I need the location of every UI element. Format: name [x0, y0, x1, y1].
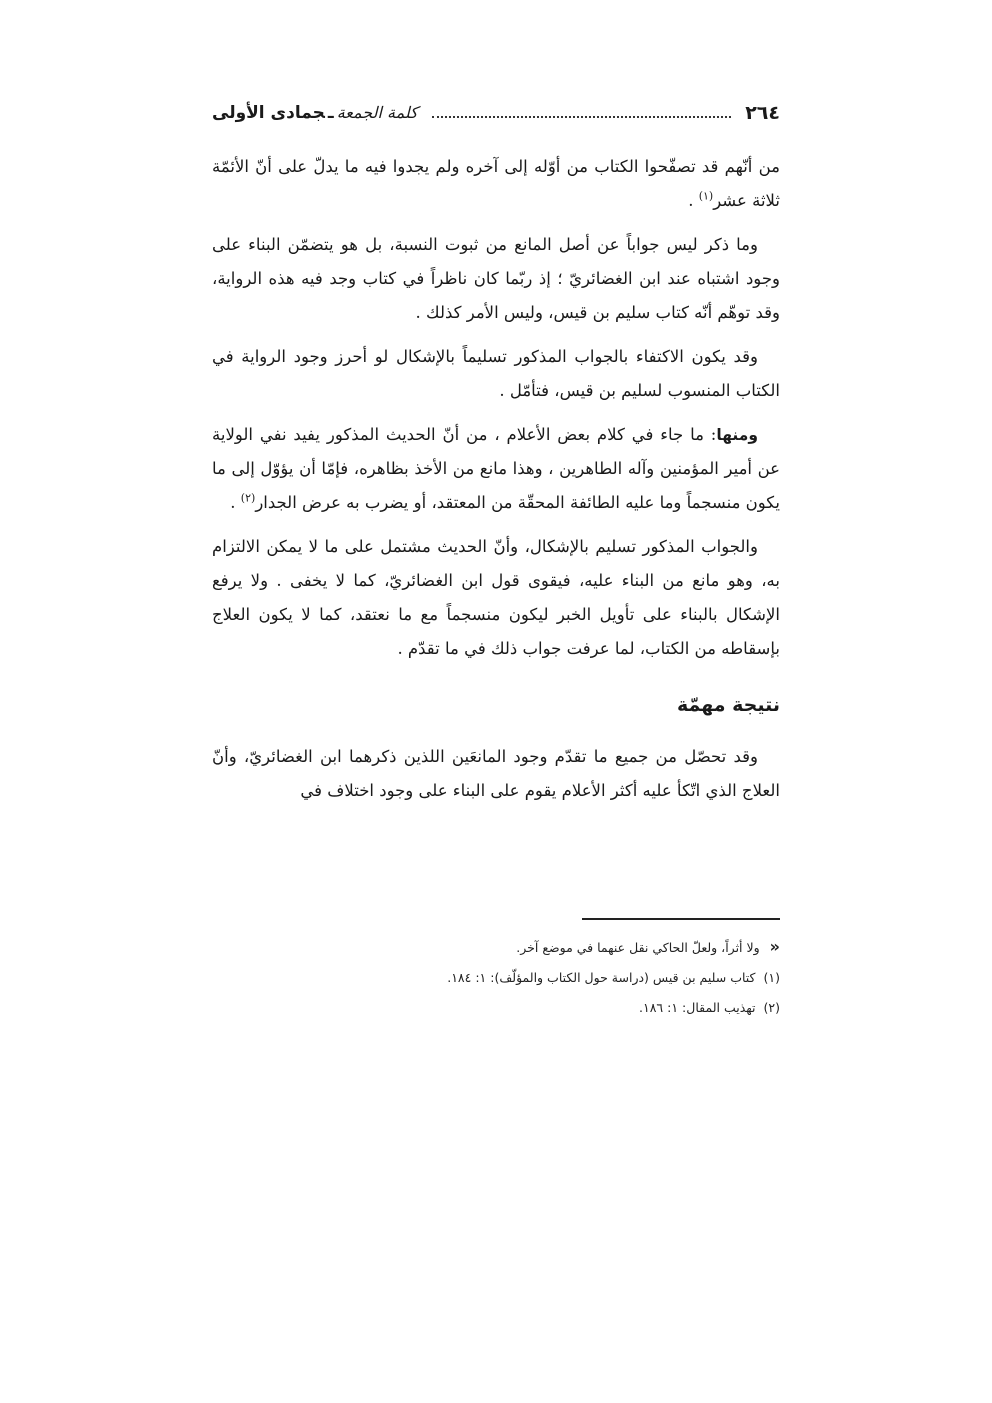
footnote-ref-1[interactable]: (١)	[698, 189, 714, 203]
footnote-1: (١)كتاب سليم بن قيس (دراسة حول الكتاب والمؤلّف): ١: ١٨٤.	[447, 970, 780, 985]
section-heading: نتيجة مهمّة	[676, 694, 780, 716]
paragraph-5: والجواب المذكور تسليم بالإشكال، وأنّ الحديث مشتمل على ما لا يمكن الالتزام به، وهو مانع من البناء عليه، فيقوى قول ابن الغضائريّ، كما لا يخفى . ولا يرفع الإشكال بالبناء على تأويل الخبر ليكون منسجماً مع ما نعتقد، كما لا يكون العلاج بإسقاطه من الكتاب، لما عرفت جواب ذلك في ما تقدّم .	[212, 537, 780, 658]
header-title	[212, 103, 418, 123]
issue-month: جمادى الأولى	[212, 103, 325, 123]
footnote-number: (١)	[763, 970, 780, 985]
continuation-mark: «	[769, 937, 780, 956]
footnote-divider	[582, 918, 780, 920]
page-number: ٢٦٤	[745, 102, 780, 124]
paragraph-6: وقد تحصّل من جميع ما تقدّم وجود المانعَين اللذين ذكرهما ابن الغضائريّ، وأنّ العلاج الذي اتّكأ عليه أكثر الأعلام يقوم على البناء على وجود اختلاف في	[212, 747, 780, 800]
header-separator: ـ	[327, 103, 334, 123]
footnote-ref-2[interactable]: (٢)	[240, 491, 256, 505]
paragraph-1: من أنّهم قد تصفّحوا الكتاب من أوّله إلى آخره ولم يجدوا فيه ما يدلّ على أنّ الأئمّة ثلاثة عشر$^{(١)}$ .	[212, 157, 780, 210]
paragraph-2: وما ذكر ليس جواباً عن أصل المانع من ثبوت النسبة، بل هو يتضمّن البناء على وجود اشتباه عند ابن الغضائريّ ؛ إذ ربّما كان ناظراً في كتاب وجد فيه هذه الرواية، وقد توهّم أنّه كتاب سليم بن قيس، وليس الأمر كذلك .	[212, 235, 780, 322]
footnote-number: (٢)	[763, 1000, 780, 1015]
footnote-2: (٢)تهذيب المقال: ١: ١٨٦.	[639, 1000, 780, 1015]
magazine-name: كلمة الجمعة	[336, 103, 418, 122]
footnotes	[212, 932, 780, 1023]
paragraph-4: ومنها: ما جاء في كلام بعض الأعلام ، من أنّ الحديث المذكور يفيد نفي الولاية عن أمير المؤمنين وآله الطاهرين ، وهذا مانع من الأخذ بظاهره، فإمّا أن يؤوّل إلى ما يكون منسجماً وما عليه الطائفة المحقّة من المعتقد، أو يضرب به عرض الجدار$^{(٢)}$ .	[212, 425, 780, 512]
main-text	[212, 150, 780, 818]
paragraph-3: وقد يكون الاكتفاء بالجواب المذكور تسليماً بالإشكال لو أحرز وجود الرواية في الكتاب المنسوب لسليم بن قيس، فتأمّل .	[212, 347, 780, 400]
paragraph-lead-word: ومنها	[716, 426, 758, 444]
running-header	[212, 96, 780, 130]
footnote-continued: «ولا أثراً، ولعلّ الحاكي نقل عنهما في موضع آخر.	[516, 937, 780, 956]
header-dotted-leader	[432, 116, 731, 118]
